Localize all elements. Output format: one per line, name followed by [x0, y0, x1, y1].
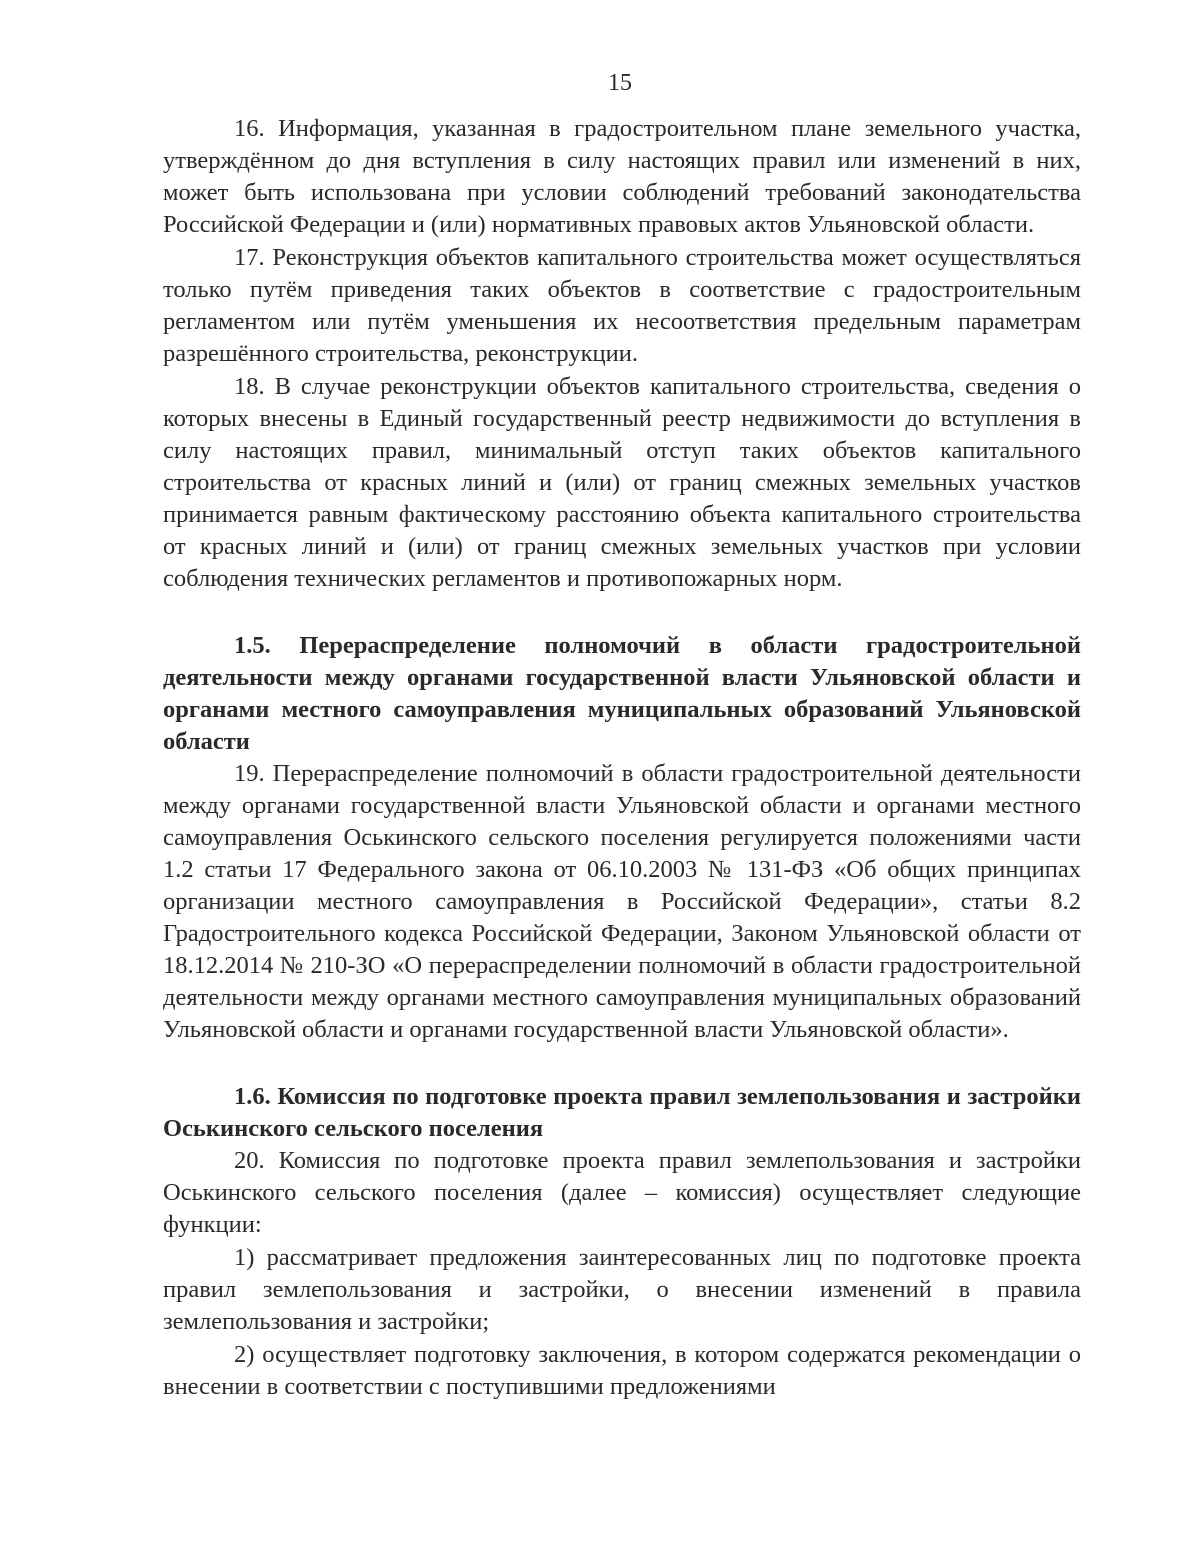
page-number: 15	[608, 70, 632, 96]
paragraph-19: 19. Перераспределение полномочий в области градостроительной деятельности между органами государственной власти Ульяновской области и органами местного самоуправления Оськинского сельского поселения регулируется положениями части 1.2 статьи 17 Федерального закона от 06.10.2003 № 131-ФЗ «Об общих принципах организации местного самоуправления в Российской Федерации», статьи 8.2 Градостроительного кодекса Российской Федерации, Законом Ульяновской области от 18.12.2014 № 210-ЗО «О перераспределении полномочий в области градостроительной деятельности между органами местного самоуправления муниципальных образований Ульяновской области и органами государственной власти Ульяновской области».	[163, 760, 1081, 1043]
paragraph-20: 20. Комиссия по подготовке проекта правил землепользования и застройки Оськинского сельского поселения (далее – комиссия) осуществляет следующие функции:	[163, 1147, 1081, 1238]
paragraph-17: 17. Реконструкция объектов капитального строительства может осуществляться только путём приведения таких объектов в соответствие с градостроительным регламентом или путём уменьшения их несоответствия предельным параметрам разрешённого строительства, реконструкции.	[163, 244, 1081, 367]
list-item-1: 1) рассматривает предложения заинтересованных лиц по подготовке проекта правил землепользования и застройки, о внесении изменений в правила землепользования и застройки;	[163, 1244, 1081, 1335]
section-heading-1-5: 1.5. Перераспределение полномочий в области градостроительной деятельности между органами государственной власти Ульяновской области и органами местного самоуправления муниципальных образований Ульяновской области	[163, 632, 1081, 755]
section-heading-1-6: 1.6. Комиссия по подготовке проекта правил землепользования и застройки Оськинского сельского поселения	[163, 1083, 1081, 1142]
list-item-2: 2) осуществляет подготовку заключения, в котором содержатся рекомендации о внесении в соответствии с поступившими предложениями	[163, 1341, 1081, 1400]
document-body	[163, 113, 1081, 1404]
paragraph-16: 16. Информация, указанная в градостроительном плане земельного участка, утверждённом до дня вступления в силу настоящих правил или изменений в них, может быть использована при условии соблюдений требований законодательства Российской Федерации и (или) нормативных правовых актов Ульяновской области.	[163, 115, 1081, 238]
paragraph-18: 18. В случае реконструкции объектов капитального строительства, сведения о которых внесены в Единый государственный реестр недвижимости до вступления в силу настоящих правил, минимальный отступ таких объектов капитального строительства от красных линий и (или) от границ смежных земельных участков принимается равным фактическому расстоянию объекта капитального строительства от красных линий и (или) от границ смежных земельных участков при условии соблюдения технических регламентов и противопожарных норм.	[163, 373, 1081, 592]
